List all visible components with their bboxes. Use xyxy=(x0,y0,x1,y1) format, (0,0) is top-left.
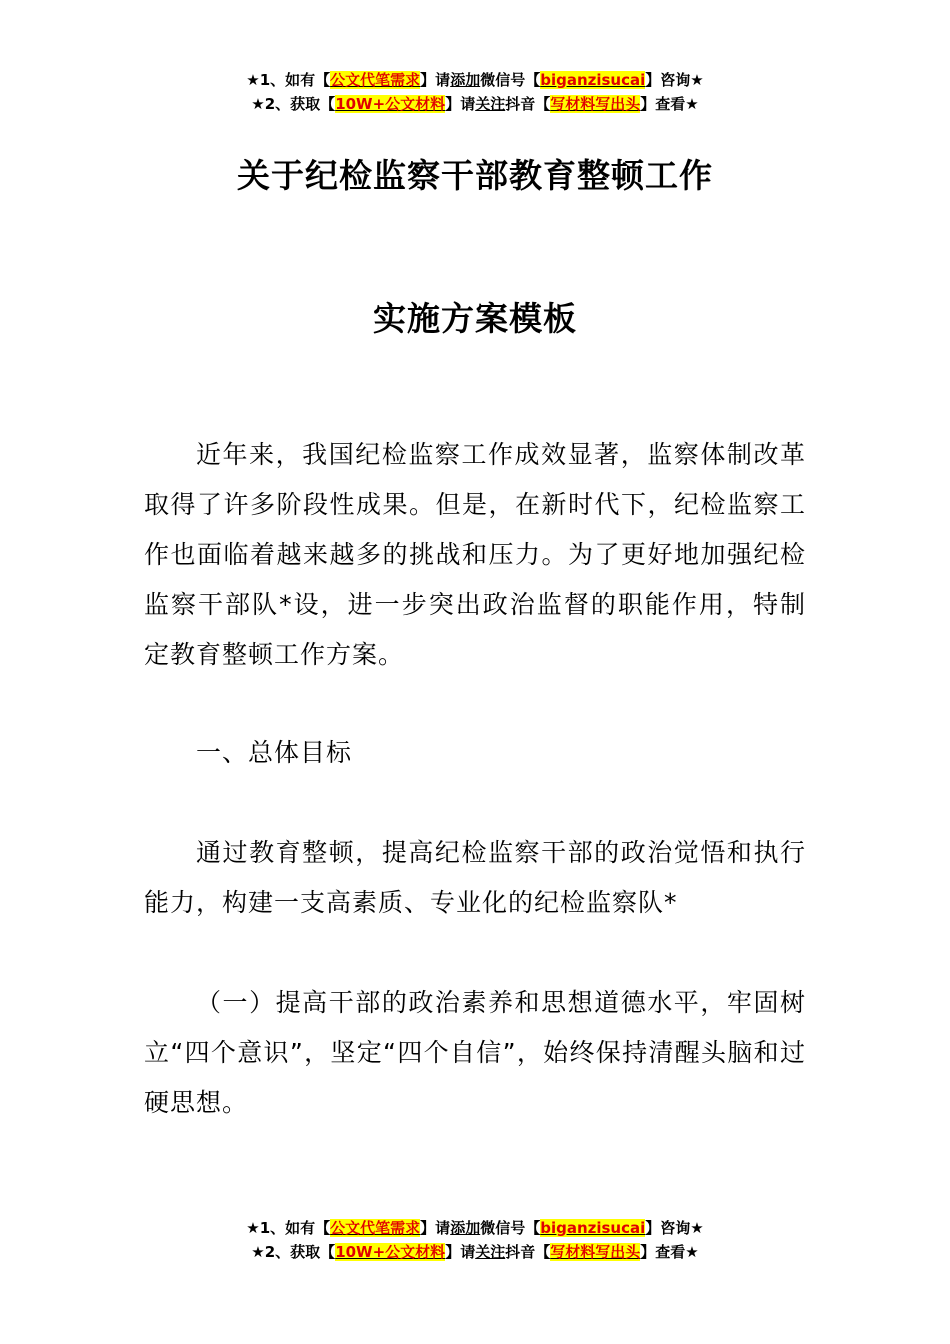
banner-highlight: 公文代笔需求 xyxy=(330,1219,421,1237)
body-paragraph-goal: 通过教育整顿，提高纪检监察干部的政治觉悟和执行能力，构建一支高素质、专业化的纪检监察队* xyxy=(144,838,806,917)
banner-underlined-text: 添加 xyxy=(450,71,481,89)
banner-text: ★1、如有【 xyxy=(246,1219,331,1237)
banner-text: 】请 xyxy=(445,95,476,113)
banner-text: 抖音【 xyxy=(505,1243,551,1261)
banner-text: 微信号【 xyxy=(480,1219,541,1237)
banner-text: 】请 xyxy=(445,1243,476,1261)
banner-highlight: biganzisucai xyxy=(540,71,646,89)
banner-text: ★2、获取【 xyxy=(251,1243,336,1261)
banner-text: 抖音【 xyxy=(505,95,551,113)
banner-highlight: biganzisucai xyxy=(540,1219,646,1237)
banner-highlight: 公文代笔需求 xyxy=(330,71,421,89)
banner-highlight: 写材料写出头 xyxy=(550,95,641,113)
banner-line-1 xyxy=(0,1216,950,1240)
document-title-line-1: 关于纪检监察干部教育整顿工作 xyxy=(237,156,713,195)
banner-underlined-text: 关注 xyxy=(475,1243,506,1261)
body-paragraph-item-1: （一）提高干部的政治素养和思想道德水平，牢固树立“四个意识”，坚定“四个自信”，始终保持清醒头脑和过硬思想。 xyxy=(144,988,806,1117)
banner-text: 微信号【 xyxy=(480,71,541,89)
banner-text: 】查看★ xyxy=(640,95,699,113)
header-banner xyxy=(0,68,950,116)
banner-text: 】请 xyxy=(420,1219,451,1237)
banner-text: 】咨询★ xyxy=(645,71,704,89)
banner-underlined-text: 关注 xyxy=(475,95,506,113)
document-title-line-2: 实施方案模板 xyxy=(373,299,577,338)
footer-banner xyxy=(0,1216,950,1264)
banner-highlight: 10W+公文材料 xyxy=(335,95,446,113)
banner-text: 】查看★ xyxy=(640,1243,699,1261)
banner-text: ★2、获取【 xyxy=(251,95,336,113)
banner-line-1 xyxy=(0,68,950,92)
banner-text: 】请 xyxy=(420,71,451,89)
banner-highlight: 10W+公文材料 xyxy=(335,1243,446,1261)
banner-text: 】咨询★ xyxy=(645,1219,704,1237)
section-heading: 一、总体目标 xyxy=(196,738,353,767)
banner-line-2 xyxy=(0,92,950,116)
banner-text: ★1、如有【 xyxy=(246,71,331,89)
banner-highlight: 写材料写出头 xyxy=(550,1243,641,1261)
banner-line-2 xyxy=(0,1240,950,1264)
banner-underlined-text: 添加 xyxy=(450,1219,481,1237)
body-paragraph-intro: 近年来，我国纪检监察工作成效显著，监察体制改革取得了许多阶段性成果。但是，在新时代下，纪检监察工作也面临着越来越多的挑战和压力。为了更好地加强纪检监察干部队*设，进一步突出政治监督的职能作用，特制定教育整顿工作方案。 xyxy=(144,440,806,669)
